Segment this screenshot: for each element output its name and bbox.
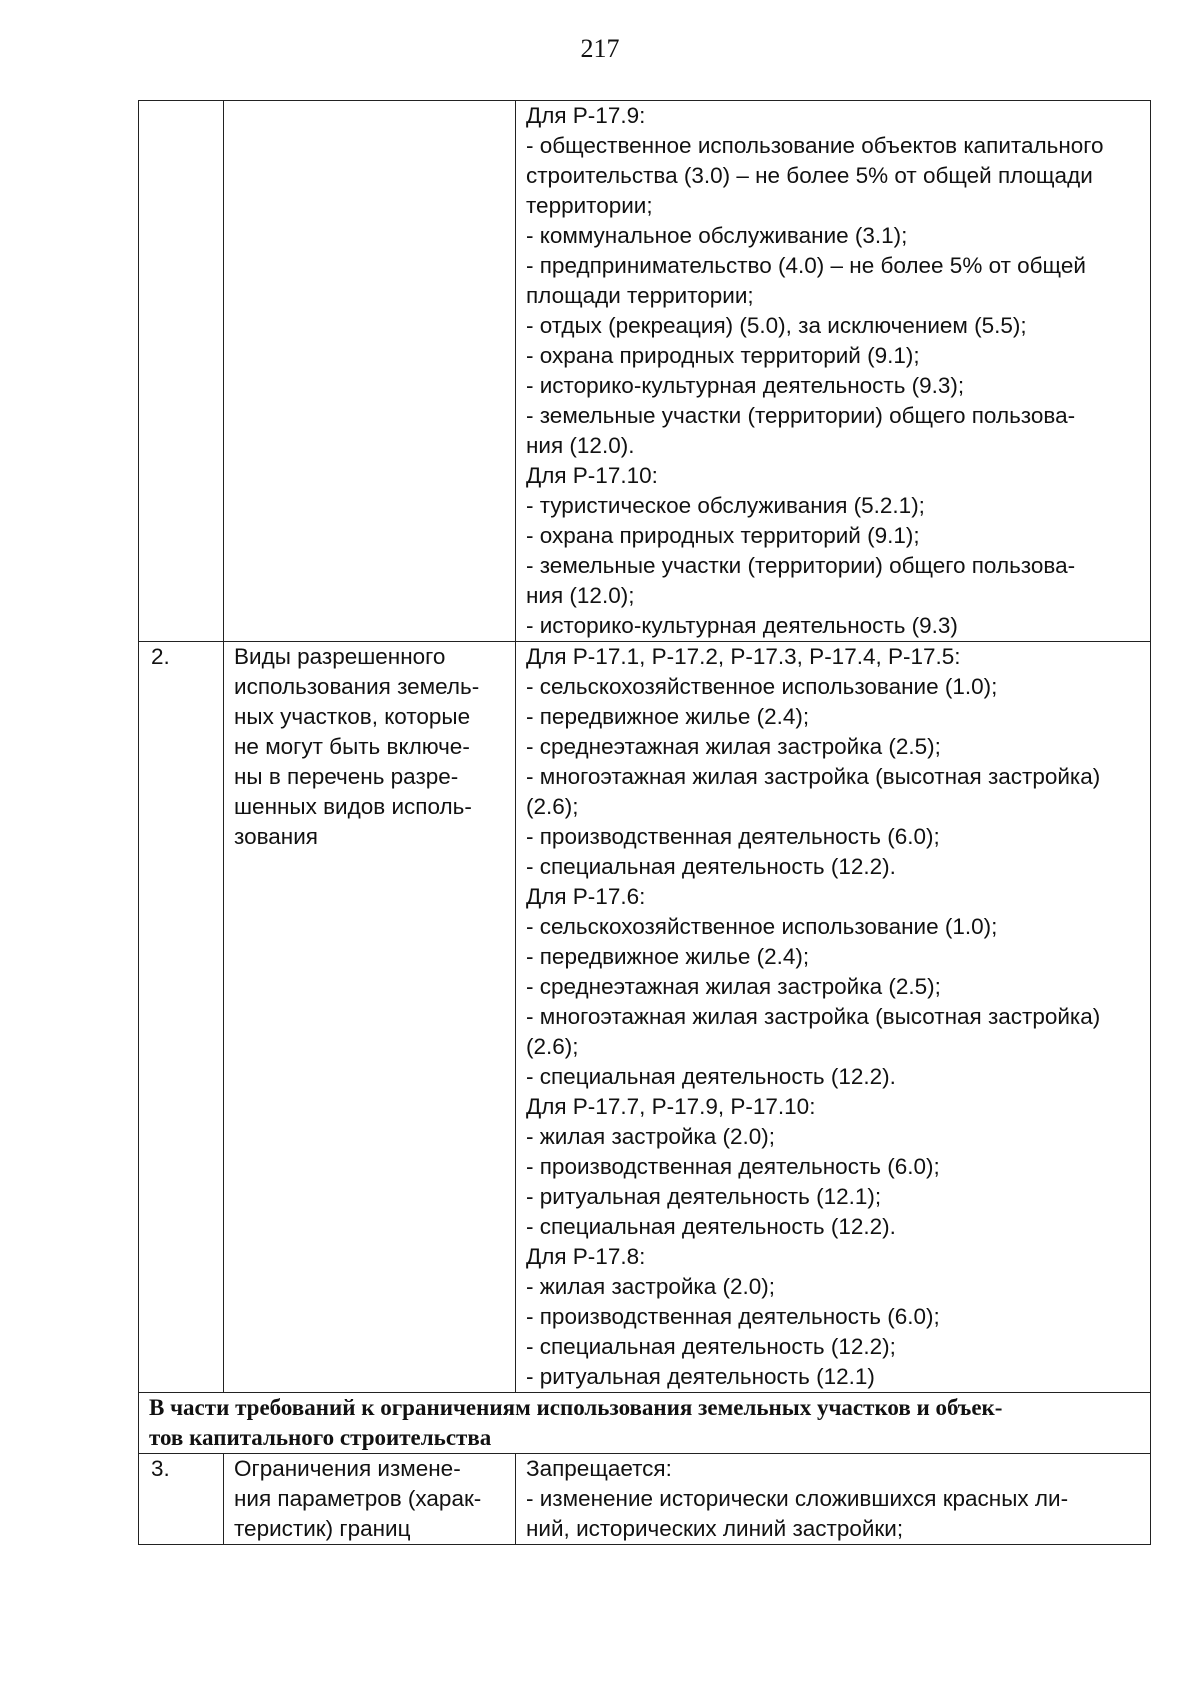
text-line: - сельскохозяйственное использование (1.0);	[526, 674, 998, 699]
text-line: - производственная деятельность (6.0);	[526, 1154, 940, 1179]
table-row	[139, 101, 1151, 642]
text-line: - предпринимательство (4.0) – не более 5% от общей	[526, 253, 1086, 278]
row-number-cell: 3.	[139, 1454, 224, 1545]
text-line: - передвижное жилье (2.4);	[526, 944, 810, 969]
text-line: ний, исторических линий застройки;	[526, 1516, 904, 1541]
text-line: тов капитального строительства	[149, 1425, 492, 1450]
text-line: - производственная деятельность (6.0);	[526, 824, 940, 849]
text-line: - охрана природных территорий (9.1);	[526, 523, 920, 548]
text-line: - среднеэтажная жилая застройка (2.5);	[526, 734, 941, 759]
row-content-cell	[516, 101, 1151, 642]
text-line: площади территории;	[526, 283, 754, 308]
text-line: Для Р-17.8:	[526, 1244, 646, 1269]
text-line: - специальная деятельность (12.2).	[526, 854, 896, 879]
row-title-cell	[224, 642, 516, 1393]
table-row	[139, 1454, 1151, 1545]
text-line: использования земель-	[234, 674, 480, 699]
text-line: зования	[234, 824, 318, 849]
text-line: - туристическое обслуживания (5.2.1);	[526, 493, 925, 518]
text-line: ния (12.0).	[526, 433, 635, 458]
text-line: не могут быть включе-	[234, 734, 470, 759]
text-line: ния (12.0);	[526, 583, 635, 608]
section-heading-row	[139, 1393, 1151, 1454]
text-line: - специальная деятельность (12.2).	[526, 1064, 896, 1089]
document-table	[138, 100, 1151, 1545]
text-line: Ограничения измене-	[234, 1456, 461, 1481]
text-line: ных участков, которые	[234, 704, 471, 729]
text-line: Виды разрешенного	[234, 644, 446, 669]
text-line: - среднеэтажная жилая застройка (2.5);	[526, 974, 941, 999]
text-line: - специальная деятельность (12.2).	[526, 1214, 896, 1239]
text-line: территории;	[526, 193, 653, 218]
row-content-cell	[516, 1454, 1151, 1545]
text-line: Для Р-17.9:	[526, 103, 646, 128]
row-number-cell	[139, 101, 224, 642]
text-line: (2.6);	[526, 794, 579, 819]
text-line: Для Р-17.10:	[526, 463, 658, 488]
text-line: - охрана природных территорий (9.1);	[526, 343, 920, 368]
text-line: - передвижное жилье (2.4);	[526, 704, 810, 729]
page-number: 217	[580, 34, 620, 63]
text-line: ны в перечень разре-	[234, 764, 459, 789]
text-line: - изменение исторически сложившихся красных ли-	[526, 1486, 1069, 1511]
text-line: - жилая застройка (2.0);	[526, 1274, 776, 1299]
text-line: - отдых (рекреация) (5.0), за исключением (5.5);	[526, 313, 1027, 338]
text-line: - земельные участки (территории) общего пользова-	[526, 403, 1076, 428]
text-line: - историко-культурная деятельность (9.3);	[526, 373, 965, 398]
row-content-cell	[516, 642, 1151, 1393]
row-title-cell	[224, 1454, 516, 1545]
text-line: Запрещается:	[526, 1456, 672, 1481]
text-line: - жилая застройка (2.0);	[526, 1124, 776, 1149]
text-line: теристик) границ	[234, 1516, 411, 1541]
text-line: - ритуальная деятельность (12.1);	[526, 1184, 882, 1209]
text-line: - общественное использование объектов капитального	[526, 133, 1104, 158]
text-line: Для Р-17.7, Р-17.9, Р-17.10:	[526, 1094, 816, 1119]
text-line: строительства (3.0) – не более 5% от общей площади	[526, 163, 1093, 188]
text-line: - многоэтажная жилая застройка (высотная застройка)	[526, 1004, 1101, 1029]
text-line: - производственная деятельность (6.0);	[526, 1304, 940, 1329]
text-line: - земельные участки (территории) общего пользова-	[526, 553, 1076, 578]
row-title-cell	[224, 101, 516, 642]
table-row	[139, 642, 1151, 1393]
section-heading	[139, 1393, 1151, 1454]
text-line: - сельскохозяйственное использование (1.0);	[526, 914, 998, 939]
row-number-cell: 2.	[139, 642, 224, 1393]
text-line: шенных видов исполь-	[234, 794, 472, 819]
text-line: (2.6);	[526, 1034, 579, 1059]
text-line: В части требований к ограничениям использования земельных участков и объек-	[149, 1395, 1003, 1420]
text-line: - специальная деятельность (12.2);	[526, 1334, 896, 1359]
text-line: Для Р-17.1, Р-17.2, Р-17.3, Р-17.4, Р-17.5:	[526, 644, 961, 669]
text-line: - ритуальная деятельность (12.1)	[526, 1364, 875, 1389]
text-line: Для Р-17.6:	[526, 884, 646, 909]
text-line: - коммунальное обслуживание (3.1);	[526, 223, 908, 248]
text-line: - многоэтажная жилая застройка (высотная застройка)	[526, 764, 1101, 789]
text-line: ния параметров (харак-	[234, 1486, 482, 1511]
text-line: - историко-культурная деятельность (9.3)	[526, 613, 958, 638]
